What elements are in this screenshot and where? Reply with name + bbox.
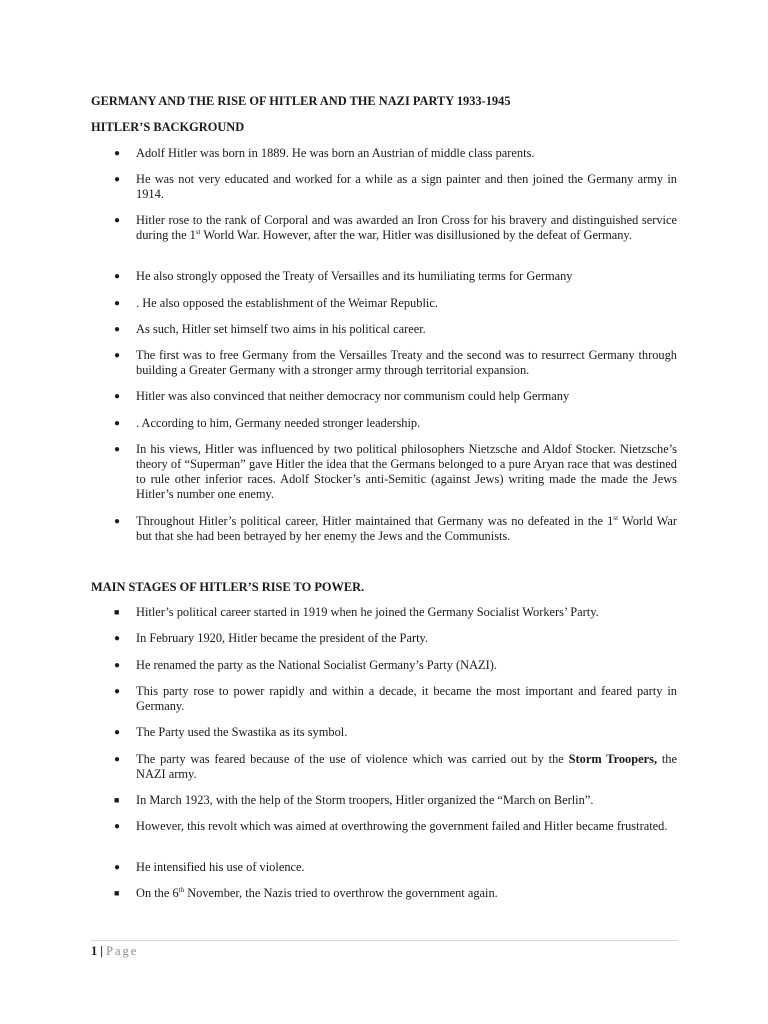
document-title: GERMANY AND THE RISE OF HITLER AND THE NAZI PARTY 1933-1945 — [91, 94, 511, 108]
list-item-text: . He also opposed the establishment of the Weimar Republic. — [136, 296, 438, 310]
bullet-icon: ● — [114, 174, 121, 185]
bullet-icon: ● — [114, 862, 121, 873]
list-item-text: In his views, Hitler was influenced by two political philosophers Nietzsche and Aldof Stocker. Nietzsche’s theory of “Superman” gave Hitler the idea that the Germans belonged to a pure Aryan race that was destined to rule other inferior races. Adolf Stocker’s anti-Semitic (against Jews) writing made the made the Jews Hitler’s number one enemy. — [136, 442, 677, 501]
footer-divider — [91, 940, 678, 941]
bullet-icon: ● — [114, 660, 121, 671]
list-item-text: The party was feared because of the use of violence which was carried out by the Storm Troopers, the NAZI army. — [136, 752, 677, 781]
bullet-icon: ● — [114, 148, 121, 159]
list-item-text: . According to him, Germany needed stronger leadership. — [136, 416, 421, 430]
page-footer — [91, 944, 138, 959]
list-item-text: The first was to free Germany from the Versailles Treaty and the second was to resurrect Germany through building a Greater Germany with a stronger army through territorial expansion. — [136, 348, 677, 377]
square-bullet-icon: ■ — [114, 607, 120, 617]
list-item-text: This party rose to power rapidly and within a decade, it became the most important and feared party in Germany. — [136, 684, 677, 713]
list-item-text: He also strongly opposed the Treaty of Versailles and its humiliating terms for Germany — [136, 269, 573, 283]
list-item-text: In February 1920, Hitler became the president of the Party. — [136, 631, 429, 645]
bullet-icon: ● — [114, 324, 121, 335]
bullet-icon: ● — [114, 298, 121, 309]
bullet-icon: ● — [114, 215, 121, 226]
bullet-icon: ● — [114, 633, 121, 644]
bullet-icon: ● — [114, 418, 121, 429]
list-item-text: In March 1923, with the help of the Storm troopers, Hitler organized the “March on Berlin”. — [136, 793, 594, 807]
list-item-text: However, this revolt which was aimed at overthrowing the government failed and Hitler became frustrated. — [136, 819, 668, 833]
bullet-icon: ● — [114, 727, 121, 738]
list-item-text: As such, Hitler set himself two aims in his political career. — [136, 322, 426, 336]
list-item-text: Hitler rose to the rank of Corporal and was awarded an Iron Cross for his bravery and distinguished service during the 1st World War. However, after the war, Hitler was disillusioned by the defeat of Germany. — [136, 213, 677, 242]
list-item-text: He intensified his use of violence. — [136, 860, 305, 874]
bullet-icon: ● — [114, 686, 121, 697]
bullet-icon: ● — [114, 444, 121, 455]
list-item-text: Throughout Hitler’s political career, Hitler maintained that Germany was no defeated in the 1st World War but that she had been betrayed by her enemy the Jews and the Communists. — [136, 513, 677, 543]
section-heading-rise-to-power: MAIN STAGES OF HITLER’S RISE TO POWER. — [91, 580, 365, 594]
list-item-text: The Party used the Swastika as its symbol. — [136, 725, 348, 739]
list-item-text: Adolf Hitler was born in 1889. He was born an Austrian of middle class parents. — [136, 146, 535, 160]
square-bullet-icon: ■ — [114, 888, 120, 898]
section-heading-background: HITLER’S BACKGROUND — [91, 120, 245, 134]
square-bullet-icon: ■ — [114, 795, 120, 805]
bullet-icon: ● — [114, 391, 121, 402]
footer-separator: | — [97, 944, 107, 958]
list-item-text: He renamed the party as the National Socialist Germany’s Party (NAZI). — [136, 658, 497, 672]
list-item-text: Hitler was also convinced that neither democracy nor communism could help Germany — [136, 389, 570, 403]
bullet-icon: ● — [114, 271, 121, 282]
bullet-icon: ● — [114, 754, 121, 765]
bullet-icon: ● — [114, 516, 121, 527]
list-item-text: Hitler’s political career started in 1919 when he joined the Germany Socialist Workers’ Party. — [136, 605, 599, 619]
bullet-icon: ● — [114, 350, 121, 361]
page-label: Page — [106, 944, 139, 958]
page-number: 1 — [91, 944, 98, 958]
list-item-text: He was not very educated and worked for a while as a sign painter and then joined the Germany army in 1914. — [136, 172, 677, 201]
list-item-text: On the 6th November, the Nazis tried to overthrow the government again. — [136, 885, 498, 900]
bullet-icon: ● — [114, 821, 121, 832]
